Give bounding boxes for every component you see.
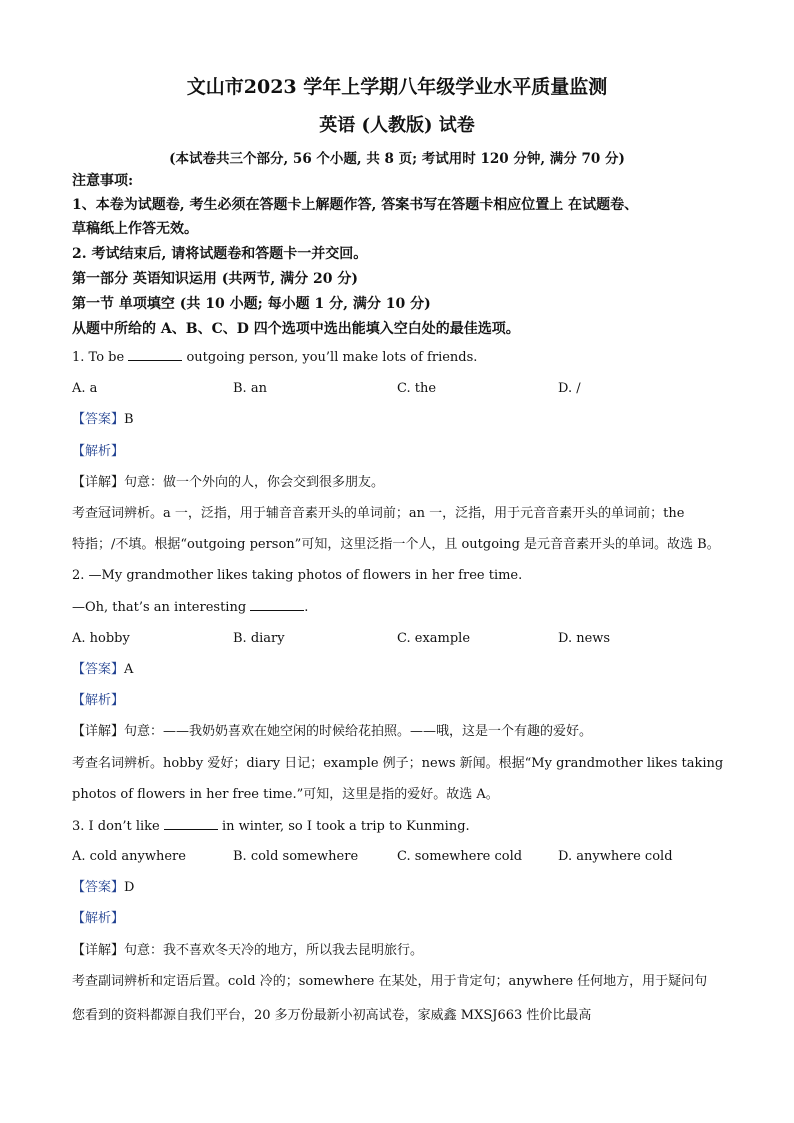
q2-detail	[72, 723, 592, 741]
question-2-stem-1: 2. —My grandmother likes taking photos of flowers in her free time.	[72, 568, 523, 583]
q3-explanation-1: 考查副词辨析和定语后置。cold 冷的；somewhere 在某处，用于肯定句；anywhere 任何地方，用于疑问句	[72, 974, 708, 989]
answer-blank	[164, 817, 218, 830]
q3-detail	[72, 942, 423, 960]
exam-info: (本试卷共三个部分, 56 个小题, 共 8 页; 考试用时 120 分钟, 满分 70 分)	[169, 151, 625, 167]
question-2-stem-2	[72, 598, 308, 617]
q1-option-d: D. /	[558, 381, 581, 396]
q2-option-b: B. diary	[233, 631, 285, 646]
answer-blank	[128, 348, 182, 361]
question-3-stem-b: in winter, so I took a trip to Kunming.	[217, 819, 470, 834]
detail-text: 句意：我不喜欢冬天冷的地方，所以我去昆明旅行。	[124, 943, 424, 958]
notice-item-1b: 草稿纸上作答无效。	[72, 221, 198, 237]
q1-explanation-2: 特指；/不填。根据“outgoing person”可知，这里泛指一个人，且 outgoing 是元音音素开头的单词。故选 B。	[72, 537, 720, 552]
notice-heading: 注意事项:	[72, 173, 134, 189]
answer-value: A	[124, 662, 134, 677]
question-1-stem	[72, 348, 477, 367]
q1-option-a: A. a	[72, 381, 98, 396]
q1-answer	[72, 411, 134, 429]
q3-answer	[72, 879, 134, 897]
detail-text: 句意：——我奶奶喜欢在她空闲的时候给花拍照。——哦，这是一个有趣的爱好。	[124, 724, 593, 739]
answer-tag: 【答案】	[72, 662, 125, 677]
answer-value: D	[124, 880, 135, 895]
answer-blank	[250, 598, 304, 611]
instruction: 从题中所给的 A、B、C、D 四个选项中选出能填入空白处的最佳选项。	[72, 321, 520, 337]
notice-item-1a: 1、本卷为试题卷, 考生必须在答题卡上解题作答, 答案书写在答题卡相应位置上 在试题卷、	[72, 197, 639, 213]
detail-tag: 【详解】	[72, 475, 125, 490]
q3-option-c: C. somewhere cold	[397, 849, 523, 864]
q2-option-d: D. news	[558, 631, 611, 646]
q1-analysis-tag: 【解析】	[72, 444, 125, 459]
q2-analysis-tag: 【解析】	[72, 693, 125, 708]
question-1-stem-a: 1. To be	[72, 350, 129, 365]
question-2-stem-2a: —Oh, that’s an interesting	[72, 600, 251, 615]
q2-answer	[72, 661, 133, 679]
question-1-stem-b: outgoing person, you’ll make lots of friends.	[182, 350, 478, 365]
question-3-stem-a: 3. I don’t like	[72, 819, 164, 834]
notice-item-2: 2. 考试结束后, 请将试题卷和答题卡一并交回。	[72, 246, 368, 262]
detail-tag: 【详解】	[72, 724, 125, 739]
q2-explanation-2: photos of flowers in her free time.”可知，这里是指的爱好。故选 A。	[72, 787, 499, 802]
question-3-stem	[72, 817, 470, 836]
q3-option-b: B. cold somewhere	[233, 849, 359, 864]
q1-option-b: B. an	[233, 381, 267, 396]
q2-option-a: A. hobby	[72, 631, 130, 646]
q1-option-c: C. the	[397, 381, 437, 396]
page-subtitle: 英语 (人教版) 试卷	[319, 115, 475, 136]
q3-analysis-tag: 【解析】	[72, 911, 125, 926]
q2-option-c: C. example	[397, 631, 471, 646]
question-2-stem-2b: .	[304, 600, 309, 615]
q3-option-d: D. anywhere cold	[558, 849, 673, 864]
answer-value: B	[124, 412, 134, 427]
page-title: 文山市2023 学年上学期八年级学业水平质量监测	[186, 76, 608, 98]
section-heading: 第一节 单项填空 (共 10 小题; 每小题 1 分, 满分 10 分)	[72, 296, 431, 312]
part-heading: 第一部分 英语知识运用 (共两节, 满分 20 分)	[72, 271, 358, 287]
detail-tag: 【详解】	[72, 943, 125, 958]
q3-option-a: A. cold anywhere	[72, 849, 186, 864]
page-footer: 您看到的资料都源自我们平台，20 多万份最新小初高试卷，家威鑫 MXSJ663 性价比最高	[72, 1008, 592, 1023]
answer-tag: 【答案】	[72, 412, 125, 427]
answer-tag: 【答案】	[72, 880, 125, 895]
q1-detail	[72, 474, 384, 492]
q1-explanation-1: 考查冠词辨析。a 一，泛指，用于辅音音素开头的单词前；an 一，泛指，用于元音音素开头的单词前；the	[72, 506, 685, 521]
detail-text: 句意：做一个外向的人，你会交到很多朋友。	[124, 475, 385, 490]
q2-explanation-1: 考查名词辨析。hobby 爱好；diary 日记；example 例子；news 新闻。根据“My grandmother likes taking	[72, 756, 724, 771]
